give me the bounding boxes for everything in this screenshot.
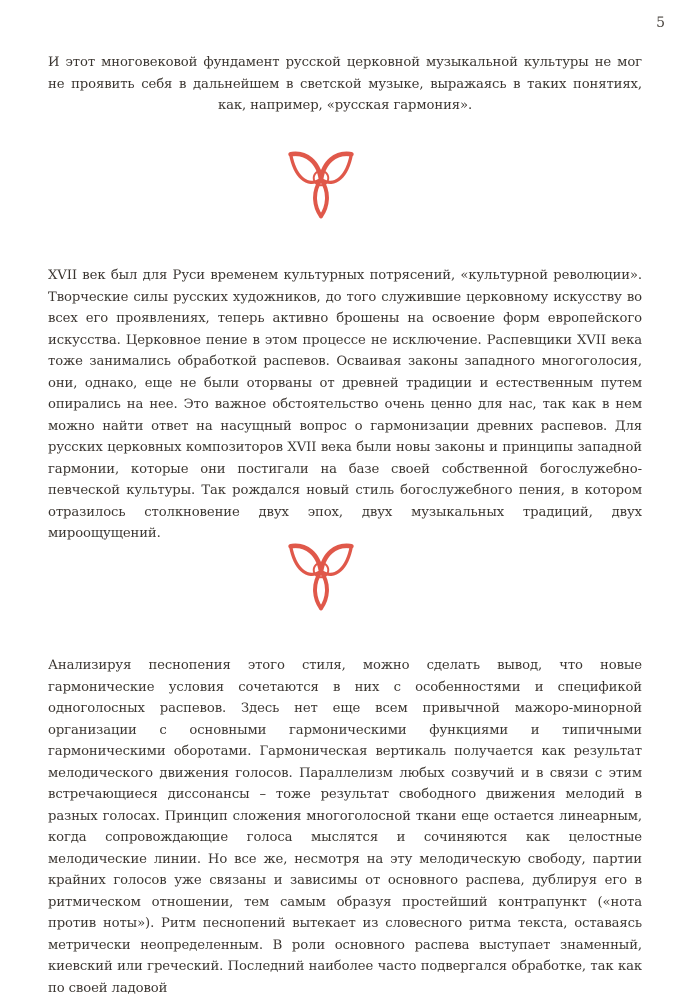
page-number: 5 bbox=[656, 15, 665, 31]
paragraph-intro: И этот многовековой фундамент русской церковной музыкальной культуры не мог не проявить себя в дальнейшем в светской музыке, выражаясь в таких понятиях, как, например, «русская гармония». bbox=[48, 55, 642, 113]
paragraph-xvii-century: XVII век был для Руси временем культурных потрясений, «культурной революции». Творческие силы русских художников, до того служившие церковному искусству во всех его проявлениях, теперь активно брошены на освоение форм европейского искусства. Церковное пение в этом процессе не исключение. Распевщики XVII века тоже занимались обработкой распевов. Осваивая законы западного многоголосия, они, однако, еще не были оторваны от древней традиции и естественным путем опирались на нее. Это важное обстоятельство очень ценно для нас, так как в нем можно найти ответ на насущный вопрос о гармонизации древних распевов. Для русских церковных композиторов XVII века были новы законы и принципы западной гармонии, которые они постигали на базе своей собственной богослужебно-певческой культуры. Так рождался новый стиль богослужебного пения, в котором отразилось столкновение двух эпох, двух музыкальных традиций, двух мироощущений. bbox=[48, 268, 642, 541]
paragraph-analysis: Анализируя песнопения этого стиля, можно сделать вывод, что новые гармонические условия сочетаются в них с особенностями и спецификой одноголосных распевов. Здесь нет еще всем привычной мажоро-минорной организации с основными гармоническими функциями и типичными гармоническими оборотами. Гармоническая вертикаль получается как результат мелодического движения голосов. Параллелизм любых созвучий и в связи с этим встречающиеся диссонансы – тоже результат свободного движения мелодий в разных голосах. Принцип сложения многоголосной ткани еще остается линеарным, когда сопровождающие голоса мыслятся и сочиняются как целостные мелодические линии. Но все же, несмотря на эту мелодическую свободу, партии крайних голосов уже связаны и зависимы от основного распева, дублируя его в ритмическом отношении, тем самым образуя простейший контрапункт («нота против ноты»). Ритм песнопений вытекает из словесного ритма текста, оставаясь метрически неопределенным. В роли основного распева выступает знаменный, киевский или греческий. Последний наиболее часто подвергался обработке, так как по своей ладовой bbox=[48, 658, 642, 996]
triquetra-knot-icon bbox=[288, 537, 354, 611]
triquetra-knot-icon bbox=[288, 145, 354, 219]
